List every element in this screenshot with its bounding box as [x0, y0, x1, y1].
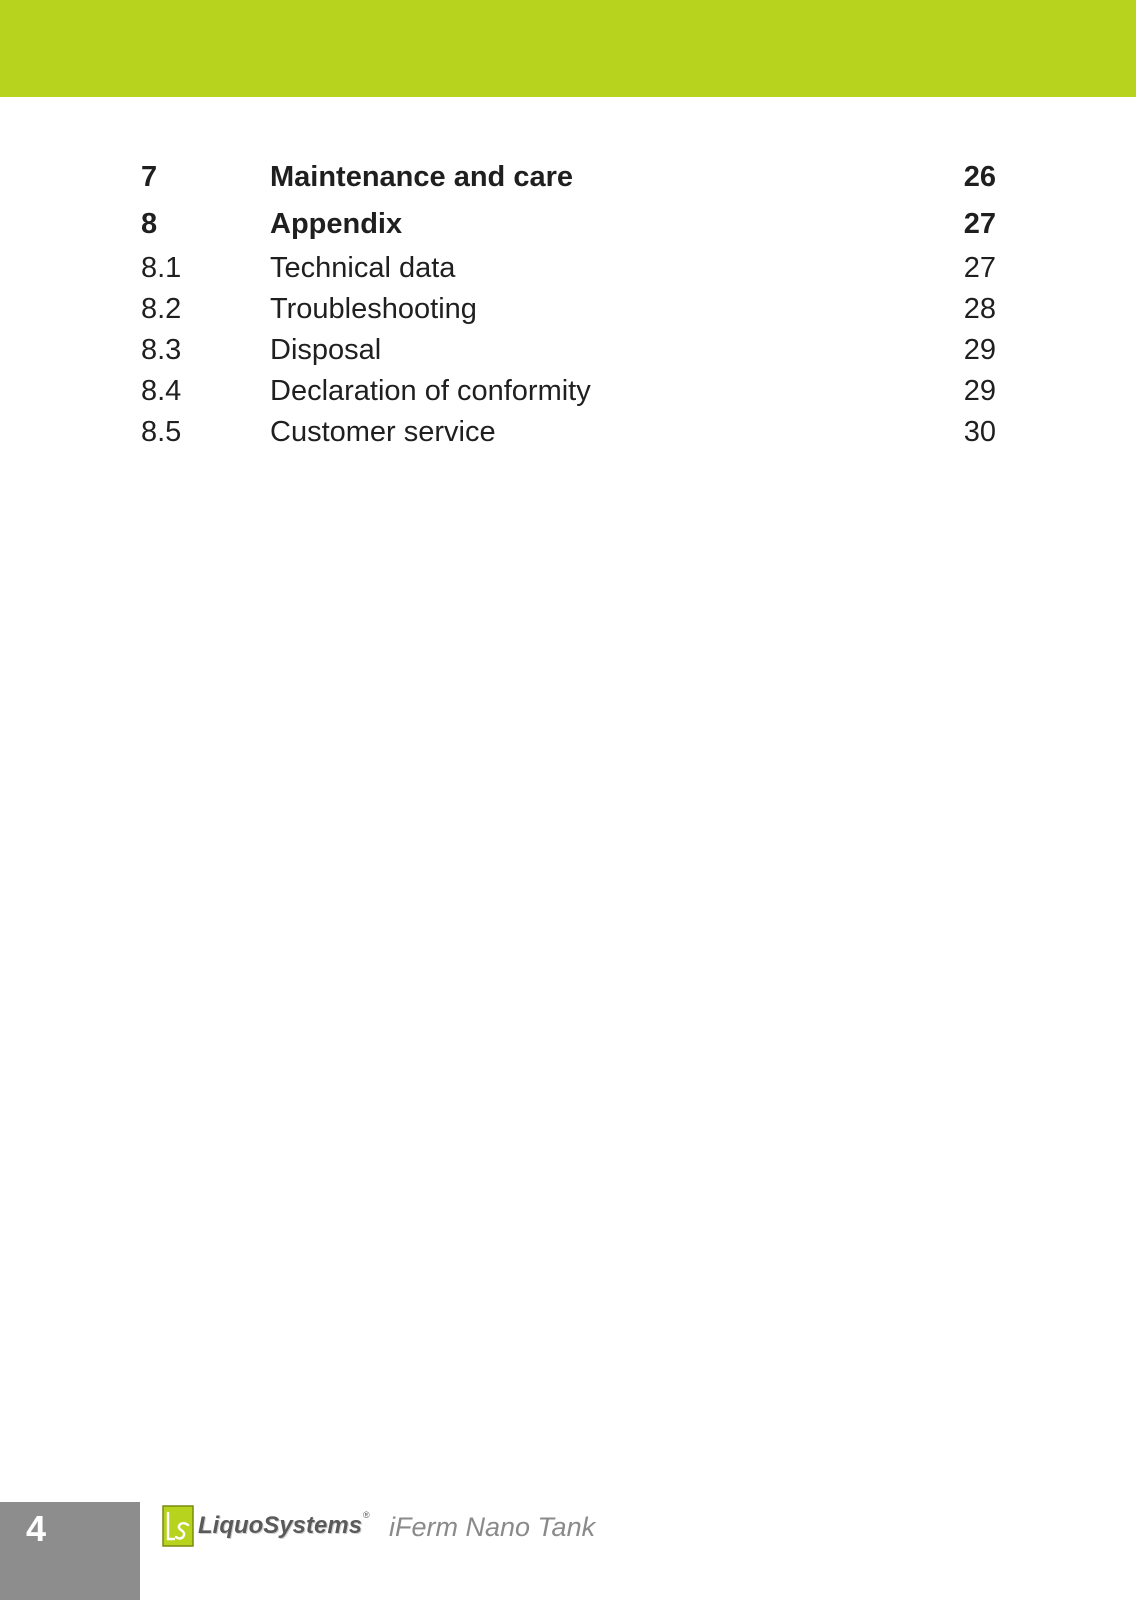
header-color-band [0, 0, 1136, 97]
toc-entry-chapter-7[interactable] [141, 154, 996, 201]
toc-entry-number: 8.4 [141, 375, 182, 407]
toc-entry-section-8-1[interactable] [141, 248, 996, 289]
toc-entry-page: 30 [963, 416, 996, 448]
toc-entry-page: 29 [963, 334, 996, 366]
brand-name: LiquoSystems [198, 1512, 363, 1539]
toc-entry-section-8-5[interactable] [141, 412, 996, 453]
toc-entry-section-8-3[interactable] [141, 330, 996, 371]
brand-logo-icon [162, 1505, 194, 1547]
toc-entry-title: Maintenance and care [270, 161, 573, 193]
toc-entry-number: 8.3 [141, 334, 182, 366]
toc-entry-number: 7 [141, 161, 158, 193]
footer-page-number: 4 [26, 1508, 47, 1549]
toc-entry-page: 26 [963, 161, 996, 193]
toc-entry-number: 8.2 [141, 293, 182, 325]
toc-entry-page: 28 [963, 293, 996, 325]
toc-entry-number: 8.1 [141, 252, 182, 284]
table-of-contents [141, 154, 996, 453]
toc-entry-page: 27 [963, 208, 996, 240]
toc-entry-number: 8 [141, 208, 158, 240]
registered-mark: ® [363, 1510, 370, 1520]
toc-entry-page: 27 [963, 252, 996, 284]
toc-entry-title: Disposal [270, 334, 382, 366]
footer-page-number-box [0, 1502, 140, 1600]
toc-entry-chapter-8[interactable] [141, 201, 996, 248]
toc-entry-title: Declaration of conformity [270, 375, 591, 407]
toc-entry-title: Customer service [270, 416, 496, 448]
toc-entry-number: 8.5 [141, 416, 182, 448]
toc-entry-title: Troubleshooting [270, 293, 477, 325]
toc-entry-section-8-2[interactable] [141, 289, 996, 330]
toc-entry-title: Technical data [270, 252, 456, 284]
toc-entry-page: 29 [963, 375, 996, 407]
toc-entry-title: Appendix [270, 208, 403, 240]
toc-entry-section-8-4[interactable] [141, 371, 996, 412]
brand-logo [162, 1504, 370, 1548]
footer-product-name: iFerm Nano Tank [389, 1512, 596, 1542]
